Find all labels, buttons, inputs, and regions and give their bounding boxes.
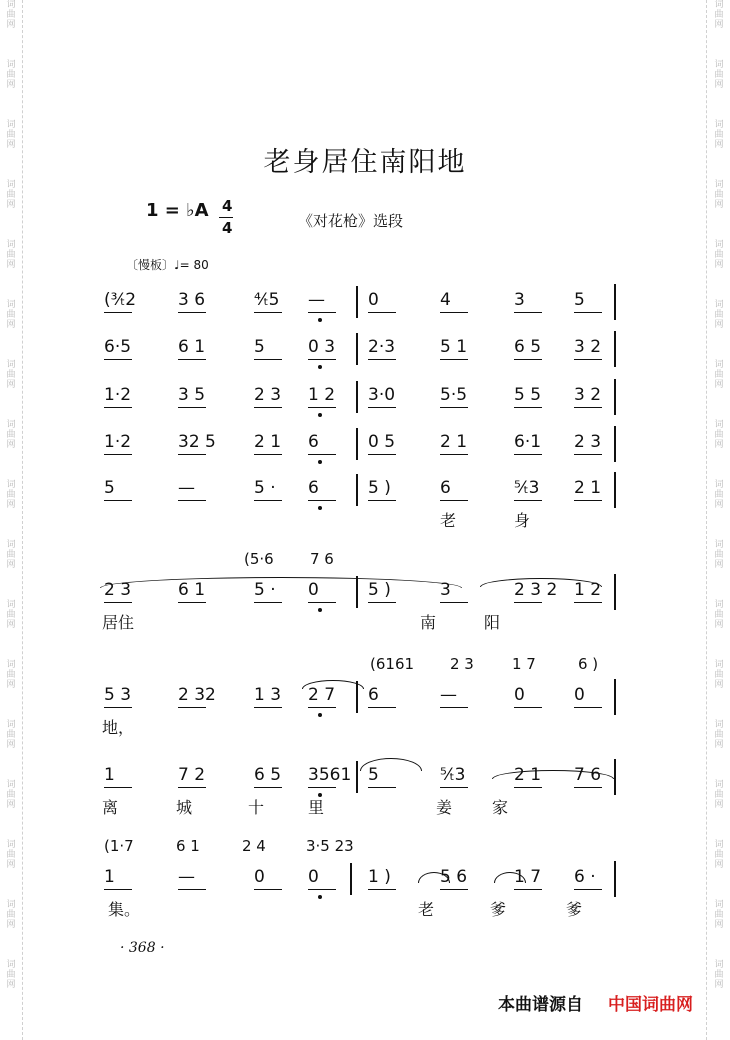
note-group: 0 xyxy=(368,290,379,310)
note-group: — xyxy=(440,685,457,705)
note-group: 32 5 xyxy=(178,432,216,452)
beam-line xyxy=(574,359,602,360)
octave-dot xyxy=(318,713,322,717)
beam-line xyxy=(368,602,396,603)
source-note: 《对花枪》选段 xyxy=(298,212,404,230)
note-group: 5 1 xyxy=(440,337,468,357)
bar-line xyxy=(356,428,358,460)
beam-line xyxy=(254,454,282,455)
bar-line xyxy=(356,381,358,413)
note-group: 4 xyxy=(440,290,451,310)
beam-line xyxy=(254,602,282,603)
note-group: 5 ) xyxy=(368,478,391,498)
bar-line-end xyxy=(614,679,616,715)
note-group: 6 5 xyxy=(514,337,542,357)
octave-dot xyxy=(318,895,322,899)
beam-line xyxy=(574,454,602,455)
time-signature-denominator: 4 xyxy=(222,219,233,237)
watermark-text: 词曲网 xyxy=(714,360,724,390)
note-group: 5 · xyxy=(254,478,276,498)
beam-line xyxy=(368,707,396,708)
note-group: 6·5 xyxy=(104,337,132,357)
beam-line xyxy=(254,787,282,788)
beam-line xyxy=(440,707,468,708)
beam-line xyxy=(574,602,602,603)
note-group: 6 xyxy=(368,685,379,705)
note-group: 2 32 xyxy=(178,685,216,705)
note-group: 3 xyxy=(440,580,451,600)
watermark-text: 词曲网 xyxy=(714,900,724,930)
beam-line xyxy=(308,312,336,313)
watermark-text: 词曲网 xyxy=(714,600,724,630)
watermark-text: 词曲网 xyxy=(6,240,16,270)
bar-line xyxy=(350,863,352,895)
lyric-syllable: 南 xyxy=(420,613,437,632)
note-group: 6 xyxy=(440,478,451,498)
watermark-text: 词曲网 xyxy=(6,600,16,630)
watermark-text: 词曲网 xyxy=(6,720,16,750)
watermark-text: 词曲网 xyxy=(6,60,16,90)
upper-note-group: 6 ) xyxy=(578,655,599,673)
bar-line-end xyxy=(614,759,616,795)
note-group: ⁴⁄ₜ5 xyxy=(254,290,280,310)
note-group: 7 6 xyxy=(574,765,602,785)
note-group: 5·5 xyxy=(440,385,468,405)
note-group: 3 xyxy=(514,290,525,310)
beam-line xyxy=(368,407,396,408)
bar-line xyxy=(356,474,358,506)
note-group: 1 3 xyxy=(254,685,282,705)
lyric-syllable: 地， xyxy=(102,718,135,737)
beam-line xyxy=(514,889,542,890)
upper-note-group: 1 7 xyxy=(512,655,536,673)
watermark-text: 词曲网 xyxy=(6,480,16,510)
beam-line xyxy=(368,359,396,360)
beam-line xyxy=(178,312,206,313)
note-group: 5 xyxy=(574,290,585,310)
slur-line xyxy=(100,577,462,588)
note-group: 2 3 xyxy=(254,385,282,405)
beam-line xyxy=(178,500,206,501)
note-group: 2 7 xyxy=(308,685,336,705)
beam-line xyxy=(308,454,336,455)
beam-line xyxy=(514,359,542,360)
watermark-text: 词曲网 xyxy=(6,660,16,690)
beam-line xyxy=(178,602,206,603)
beam-line xyxy=(574,312,602,313)
note-group: 5 6 xyxy=(440,867,468,887)
note-group: 2 1 xyxy=(574,478,602,498)
note-group: 5 xyxy=(104,478,115,498)
watermark-text: 词曲网 xyxy=(6,900,16,930)
upper-note-group: 2 3 xyxy=(450,655,474,673)
time-signature-line xyxy=(219,217,233,218)
beam-line xyxy=(514,602,542,603)
note-group: 5 xyxy=(368,765,379,785)
watermark-text: 词曲网 xyxy=(6,120,16,150)
upper-note-group: (6161 xyxy=(370,655,415,673)
beam-line xyxy=(178,889,206,890)
octave-dot xyxy=(318,506,322,510)
note-group: 0 xyxy=(308,867,319,887)
note-group: 0 xyxy=(574,685,585,705)
octave-dot xyxy=(318,413,322,417)
page-number: · 368 · xyxy=(120,940,165,956)
note-group: ⁵⁄ₜ3 xyxy=(514,478,540,498)
beam-line xyxy=(104,602,132,603)
watermark-text: 词曲网 xyxy=(714,60,724,90)
watermark-text: 词曲网 xyxy=(6,180,16,210)
note-group: — xyxy=(308,290,325,310)
note-group: 1 xyxy=(104,867,115,887)
note-group: 6·1 xyxy=(514,432,542,452)
beam-line xyxy=(308,407,336,408)
footer-source-label: 本曲谱源自 xyxy=(498,995,583,1015)
note-group: 5 xyxy=(254,337,265,357)
beam-line xyxy=(574,889,602,890)
watermark-text: 词曲网 xyxy=(6,360,16,390)
note-group: 6 1 xyxy=(178,580,206,600)
watermark-text: 词曲网 xyxy=(6,0,16,30)
note-group: 3 6 xyxy=(178,290,206,310)
note-group: 1 7 xyxy=(514,867,542,887)
beam-line xyxy=(368,787,396,788)
beam-line xyxy=(574,707,602,708)
beam-line xyxy=(104,454,132,455)
lyric-syllable: 阳 xyxy=(484,613,501,632)
upper-note-group: (5·6 xyxy=(244,550,274,568)
note-group: 2 1 xyxy=(514,765,542,785)
slur-line xyxy=(302,680,364,689)
bar-line-end xyxy=(614,379,616,415)
slur-line xyxy=(360,758,422,771)
beam-line xyxy=(514,787,542,788)
lyric-syllable: 城 xyxy=(176,798,193,817)
note-group: 2 3 2 xyxy=(514,580,558,600)
bar-line xyxy=(356,286,358,318)
beam-line xyxy=(440,889,468,890)
beam-line xyxy=(514,312,542,313)
beam-line xyxy=(178,787,206,788)
note-group: 2 1 xyxy=(440,432,468,452)
note-group: 1·2 xyxy=(104,432,132,452)
note-group: 1·2 xyxy=(104,385,132,405)
bar-line-end xyxy=(614,574,616,610)
lyric-syllable: 爹 xyxy=(490,900,507,919)
beam-line xyxy=(178,407,206,408)
note-group: — xyxy=(178,478,195,498)
note-group: — xyxy=(178,867,195,887)
beam-line xyxy=(254,359,282,360)
note-group: 0 xyxy=(514,685,525,705)
note-group: 1 xyxy=(104,765,115,785)
watermark-text: 词曲网 xyxy=(714,180,724,210)
watermark-text: 词曲网 xyxy=(6,300,16,330)
upper-note-group: 2 4 xyxy=(242,837,266,855)
beam-line xyxy=(440,407,468,408)
footer-site-name: 中国词曲网 xyxy=(608,995,693,1015)
lyric-syllable: 姜 xyxy=(436,798,453,817)
lyric-syllable: 爹 xyxy=(566,900,583,919)
watermark-text: 词曲网 xyxy=(6,420,16,450)
lyric-syllable: 十 xyxy=(248,798,265,817)
beam-line xyxy=(308,889,336,890)
note-group: 6 xyxy=(308,478,319,498)
beam-line xyxy=(368,312,396,313)
octave-dot xyxy=(318,793,322,797)
beam-line xyxy=(308,359,336,360)
note-group: 0 5 xyxy=(368,432,396,452)
note-group: 6 · xyxy=(574,867,596,887)
beam-line xyxy=(104,787,132,788)
note-group: ⁵⁄ₜ3 xyxy=(440,765,466,785)
tempo-marking: 〔慢板〕♩= 80 xyxy=(126,258,209,272)
beam-line xyxy=(104,500,132,501)
beam-line xyxy=(368,889,396,890)
note-group: 3 5 xyxy=(178,385,206,405)
note-group: 5 5 xyxy=(514,385,542,405)
beam-line xyxy=(308,500,336,501)
beam-line xyxy=(514,500,542,501)
watermark-text: 词曲网 xyxy=(714,480,724,510)
lyric-syllable: 集。 xyxy=(108,900,141,919)
bar-line-end xyxy=(614,284,616,320)
lyric-syllable: 身 xyxy=(514,511,531,530)
upper-note-group: 7 6 xyxy=(310,550,334,568)
watermark-text: 词曲网 xyxy=(6,780,16,810)
bar-line-end xyxy=(614,472,616,508)
bar-line xyxy=(356,761,358,793)
note-group: 0 xyxy=(254,867,265,887)
note-group: 3561 xyxy=(308,765,352,785)
beam-line xyxy=(308,787,336,788)
beam-line xyxy=(178,454,206,455)
beam-line xyxy=(514,454,542,455)
note-group: 7 2 xyxy=(178,765,206,785)
watermark-text: 词曲网 xyxy=(714,540,724,570)
note-group: 1 2 xyxy=(574,580,602,600)
note-group: 5 ) xyxy=(368,580,391,600)
beam-line xyxy=(308,707,336,708)
lyric-syllable: 老 xyxy=(418,900,435,919)
octave-dot xyxy=(318,365,322,369)
beam-line xyxy=(440,359,468,360)
note-group: 0 xyxy=(308,580,319,600)
note-group: 5 · xyxy=(254,580,276,600)
beam-line xyxy=(104,407,132,408)
beam-line xyxy=(440,787,468,788)
octave-dot xyxy=(318,460,322,464)
watermark-text: 词曲网 xyxy=(714,0,724,30)
beam-line xyxy=(368,454,396,455)
note-group: 1 ) xyxy=(368,867,391,887)
lyric-syllable: 家 xyxy=(492,798,509,817)
beam-line xyxy=(440,312,468,313)
beam-line xyxy=(574,407,602,408)
beam-line xyxy=(308,602,336,603)
time-signature-numerator: 4 xyxy=(222,197,233,215)
note-group: 6 5 xyxy=(254,765,282,785)
beam-line xyxy=(368,500,396,501)
upper-note-group: (1·7 xyxy=(104,837,134,855)
beam-line xyxy=(440,602,468,603)
watermark-text: 词曲网 xyxy=(714,120,724,150)
watermark-text: 词曲网 xyxy=(714,240,724,270)
note-group: 6 xyxy=(308,432,319,452)
note-group: 2 1 xyxy=(254,432,282,452)
beam-line xyxy=(574,787,602,788)
watermark-text: 词曲网 xyxy=(714,840,724,870)
lyric-syllable: 居住 xyxy=(102,613,135,632)
key-signature: 1 = ♭A xyxy=(146,200,209,221)
watermark-text: 词曲网 xyxy=(714,960,724,990)
watermark-text: 词曲网 xyxy=(714,660,724,690)
watermark-text: 词曲网 xyxy=(6,840,16,870)
lyric-syllable: 里 xyxy=(308,798,325,817)
note-group: 6 1 xyxy=(178,337,206,357)
upper-note-group: 6 1 xyxy=(176,837,200,855)
beam-line xyxy=(254,407,282,408)
beam-line xyxy=(254,707,282,708)
note-group: 2 3 xyxy=(574,432,602,452)
beam-line xyxy=(104,707,132,708)
bar-line-end xyxy=(614,331,616,367)
note-group: 2·3 xyxy=(368,337,396,357)
beam-line xyxy=(440,500,468,501)
beam-line xyxy=(574,500,602,501)
watermark-text: 词曲网 xyxy=(714,720,724,750)
bar-line-end xyxy=(614,861,616,897)
lyric-syllable: 老 xyxy=(440,511,457,530)
note-group: 3 2 xyxy=(574,337,602,357)
note-group: 2 3 xyxy=(104,580,132,600)
watermark-text: 词曲网 xyxy=(6,540,16,570)
note-group: 0 3 xyxy=(308,337,336,357)
note-group: 5 3 xyxy=(104,685,132,705)
beam-line xyxy=(440,454,468,455)
note-group: (³⁄ₜ2 xyxy=(104,290,137,310)
upper-note-group: 3·5 23 xyxy=(306,837,354,855)
watermark-text: 词曲网 xyxy=(6,960,16,990)
lyric-syllable: 离 xyxy=(102,798,119,817)
beam-line xyxy=(514,407,542,408)
bar-line-end xyxy=(614,426,616,462)
octave-dot xyxy=(318,608,322,612)
beam-line xyxy=(178,359,206,360)
bar-line xyxy=(356,333,358,365)
beam-line xyxy=(254,500,282,501)
beam-line xyxy=(104,889,132,890)
watermark-text: 词曲网 xyxy=(714,300,724,330)
beam-line xyxy=(104,359,132,360)
song-title: 老身居住南阳地 xyxy=(263,147,467,178)
note-group: 3 2 xyxy=(574,385,602,405)
beam-line xyxy=(254,889,282,890)
watermark-text: 词曲网 xyxy=(714,420,724,450)
note-group: 1 2 xyxy=(308,385,336,405)
beam-line xyxy=(254,312,282,313)
octave-dot xyxy=(318,318,322,322)
beam-line xyxy=(104,312,132,313)
beam-line xyxy=(514,707,542,708)
note-group: 3·0 xyxy=(368,385,396,405)
watermark-text: 词曲网 xyxy=(714,780,724,810)
beam-line xyxy=(178,707,206,708)
